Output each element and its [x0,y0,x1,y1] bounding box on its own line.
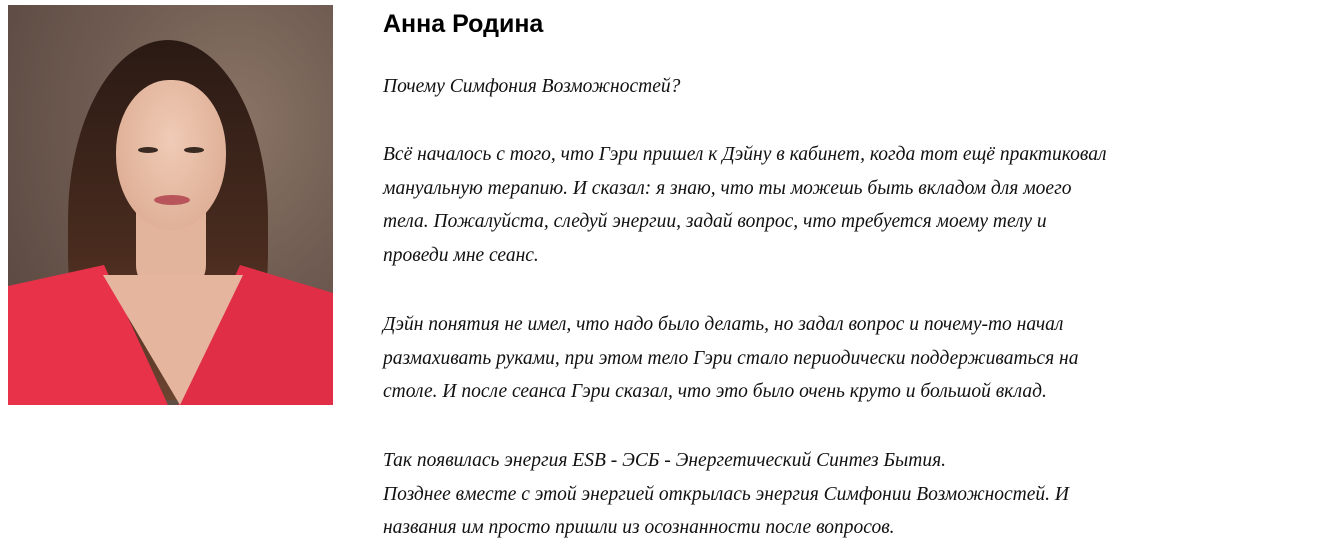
paragraph-3 [383,444,1069,545]
portrait-photo [8,5,333,405]
paragraph-1 [383,138,1106,272]
text-line: Всё началось с того, что Гэри пришел к Дэйну в кабинет, когда тот ещё практиковал [383,144,1107,165]
text-line: названия им просто пришли из осознанности после вопросов. [383,517,895,538]
paragraph-2 [383,308,1078,409]
text-line: мануальную терапию. И сказал: я знаю, что ты можешь быть вкладом для моего [383,177,1072,199]
text-line: тела. Пожалуйста, следуй энергии, задай вопрос, что требуется моему телу и [383,211,1047,232]
question-heading [383,70,680,104]
text-line: проведи мне сеанс. [383,244,539,266]
text-line: Позднее вместе с этой энергией открылась энергия Симфонии Возможностей. И [383,483,1070,505]
question-text: Почему Симфония Возможностей? [383,76,681,97]
text-line: столе. И после сеанса Гэри сказал, что это было очень круто и большой вклад. [383,381,1047,402]
text-line: размахивать руками, при этом тело Гэри стало периодически поддерживаться на [383,347,1079,369]
text-line: Так появилась энергия ESB - ЭСБ - Энергетический Синтез Бытия. [383,450,947,471]
text-line: Дэйн понятия не имел, что надо было делать, но задал вопрос и почему-то начал [383,314,1064,335]
person-name: Анна Родина [383,10,544,38]
